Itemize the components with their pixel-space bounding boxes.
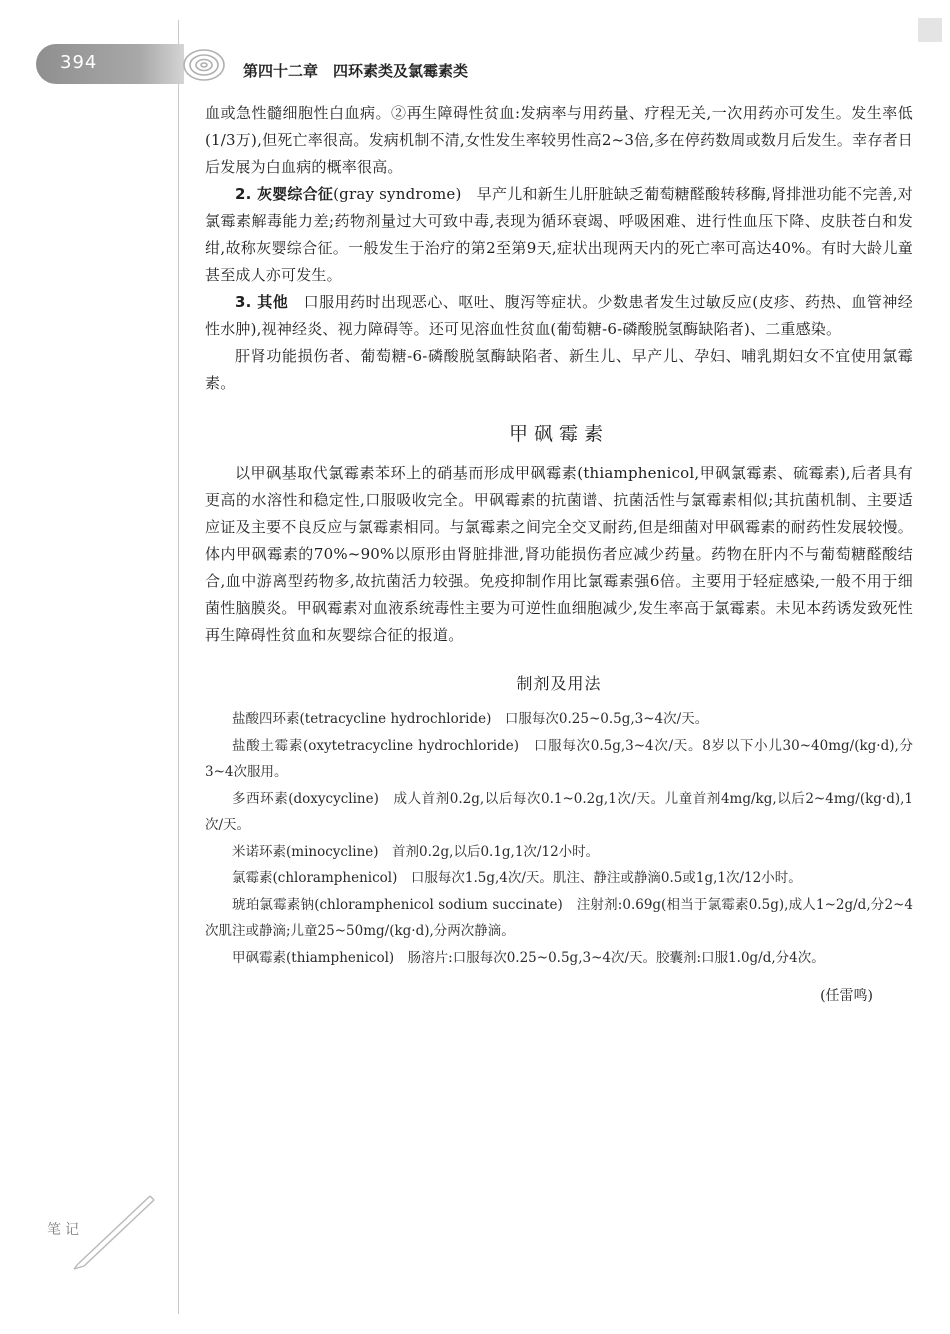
dosage-item: 多西环素(doxycycline) 成人首剂0.2g,以后每次0.1~0.2g,1次/天。儿童首剂4mg/kg,以后2~4mg/(kg·d),1次/天。 <box>205 790 913 833</box>
gray-syndrome-text: (gray syndrome) 早产儿和新生儿肝脏缺乏葡萄糖醛酸转移酶,肾排泄功能不完善,对氯霉素解毒能力差;药物剂量过大可致中毒,表现为循环衰竭、呼吸困难、进行性血压下降、皮肤苍白和发绀,故称灰婴综合征。一般发生于治疗的第2至第9天,症状出现两天内的死亡率可高达40%。有时大龄儿童甚至成人亦可发生。 <box>205 185 913 284</box>
section-title-thiamphenicol: 甲砜霉素 <box>508 423 609 445</box>
page-content <box>205 100 913 1005</box>
term-others: 3. 其他 <box>235 293 289 311</box>
corner-mark <box>918 18 942 42</box>
page-number-tab <box>36 44 184 84</box>
paragraph-gray-syndrome <box>205 181 913 289</box>
page-number: 394 <box>60 52 98 73</box>
section-title-dosage: 制剂及用法 <box>516 674 602 693</box>
term-gray-syndrome: 2. 灰婴综合征 <box>235 185 334 203</box>
chapter-title: 第四十二章 四环素类及氯霉素类 <box>243 62 469 80</box>
paragraph-contraindication: 肝肾功能损伤者、葡萄糖-6-磷酸脱氢酶缺陷者、新生儿、早产儿、孕妇、哺乳期妇女不宜使用氯霉素。 <box>205 347 913 392</box>
dosage-item: 氯霉素(chloramphenicol) 口服每次1.5g,4次/天。肌注、静注或静滴0.5或1g,1次/12小时。 <box>232 870 802 886</box>
dosage-item: 盐酸土霉素(oxytetracycline hydrochloride) 口服每次0.5g,3~4次/天。8岁以下小儿30~40mg/(kg·d),分3~4次服用。 <box>205 737 913 780</box>
pencil-icon <box>70 1190 160 1270</box>
dosage-item: 米诺环素(minocycline) 首剂0.2g,以后0.1g,1次/12小时。 <box>232 843 600 860</box>
others-text: 口服用药时出现恶心、呕吐、腹泻等症状。少数患者发生过敏反应(皮疹、药热、血管神经性水肿),视神经炎、视力障碍等。还可见溶血性贫血(葡萄糖-6-磷酸脱氢酶缺陷者)、二重感染。 <box>205 293 913 338</box>
notes-label: 笔记 <box>47 1222 83 1238</box>
paragraph-thiamphenicol: 以甲砜基取代氯霉素苯环上的硝基而形成甲砜霉素(thiamphenicol,甲砜氯霉素、硫霉素),后者具有更高的水溶性和稳定性,口服吸收完全。甲砜霉素的抗菌谱、抗菌活性与氯霉素相似;其抗菌机制、主要适应证及主要不良反应与氯霉素相同。与氯霉素之间完全交叉耐药,但是细菌对甲砜霉素的耐药性发展较慢。体内甲砜霉素的70%~90%以原形由肾脏排泄,肾功能损伤者应减少药量。药物在肝内不与葡萄糖醛酸结合,血中游离型药物多,故抗菌活力较强。免疫抑制作用比氯霉素强6倍。主要用于轻症感染,一般不用于细菌性脑膜炎。甲砜霉素对血液系统毒性主要为可逆性血细胞减少,发生率高于氯霉素。未见本药诱发致死性再生障碍性贫血和灰婴综合征的报道。 <box>205 464 913 644</box>
swirl-ornament-icon <box>181 45 227 85</box>
dosage-item: 甲砜霉素(thiamphenicol) 肠溶片:口服每次0.25~0.5g,3~4次/天。胶囊剂:口服1.0g/d,分4次。 <box>232 949 825 966</box>
author-credit: (任雷鸣) <box>820 988 873 1004</box>
margin-rule <box>178 20 179 1314</box>
dosage-item: 盐酸四环素(tetracycline hydrochloride) 口服每次0.25~0.5g,3~4次/天。 <box>232 711 709 727</box>
paragraph-continuation: 血或急性髓细胞性白血病。②再生障碍性贫血:发病率与用药量、疗程无关,一次用药亦可发生。发生率低(1/3万),但死亡率很高。发病机制不清,女性发生率较男性高2~3倍,多在停药数周或数月后发生。幸存者日后发展为白血病的概率很高。 <box>205 104 913 176</box>
paragraph-others <box>205 289 913 343</box>
dosage-item: 琥珀氯霉素钠(chloramphenicol sodium succinate) 注射剂:0.69g(相当于氯霉素0.5g),成人1~2g/d,分2~4次肌注或静滴;儿童25~50mg/(kg·d),分两次静滴。 <box>205 896 913 939</box>
